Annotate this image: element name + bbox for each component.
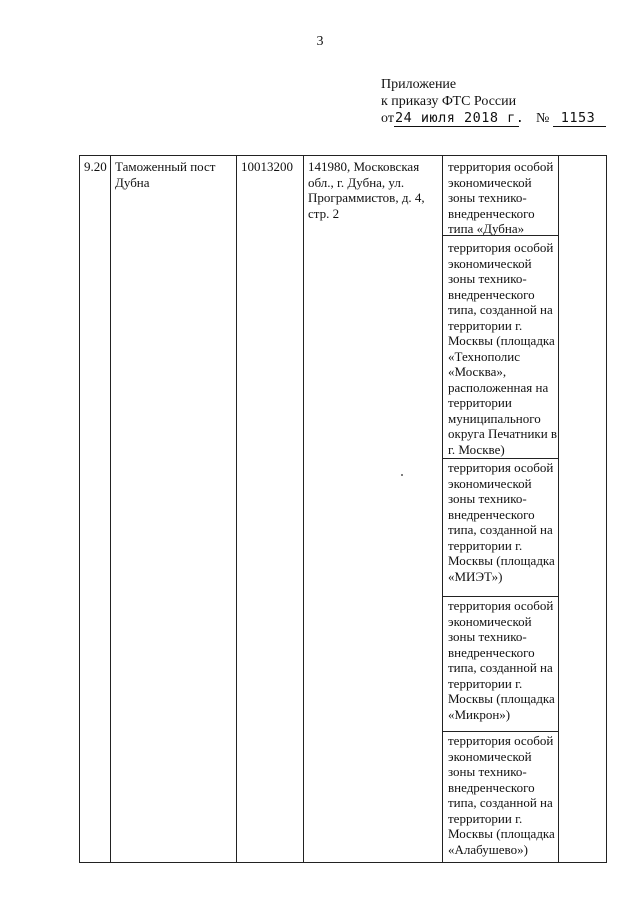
table-right-border [606, 155, 607, 863]
customs-post-code: 10013200 [241, 159, 293, 174]
col-divider [110, 155, 111, 863]
date-prefix: от [381, 111, 394, 126]
table-bottom-border [79, 862, 607, 863]
territory-divider [442, 235, 558, 236]
customs-posts-table [79, 155, 607, 863]
customs-post-name: Таможенный пост Дубна [115, 159, 216, 190]
territory-divider [442, 731, 558, 732]
territory-item: территория особой экономической зоны технико-внедренческого типа, созданной на территории г. Москвы (площадка «МИЭТ») [448, 460, 555, 584]
appendix-order-line: к приказу ФТС России [381, 94, 517, 109]
order-date: 24 июля 2018 г. [394, 110, 525, 126]
territory-divider [442, 596, 558, 597]
page-number: 3 [316, 34, 324, 49]
col-divider [442, 155, 443, 863]
appendix-title: Приложение [381, 77, 457, 92]
order-number: 1153 [553, 111, 606, 127]
territory-item: территория особой экономической зоны технико-внедренческого типа, созданной на территории г. Москвы (площадка «Технополис «Москва», расположенная на территории муниципального округа Печатники в г. Москве) [448, 240, 558, 457]
table-left-border [79, 155, 80, 863]
entry-index: 9.20 [84, 159, 107, 174]
territory-item: территория особой экономической зоны технико-внедренческого типа, созданной на территории г. Москвы (площадка «Алабушево») [448, 733, 555, 857]
col-divider [236, 155, 237, 863]
territory-divider [442, 458, 558, 459]
customs-post-address: 141980, Московская обл., г. Дубна, ул. Программистов, д. 4, стр. 2 [308, 159, 425, 221]
col-divider [303, 155, 304, 863]
appendix-date-line [381, 110, 606, 127]
territory-item: территория особой экономической зоны технико-внедренческого типа «Дубна» [448, 159, 554, 236]
appendix-header [381, 76, 606, 127]
scan-speck [401, 474, 403, 476]
number-prefix: № [535, 111, 550, 126]
territory-item: территория особой экономической зоны технико-внедренческого типа, созданной на территории г. Москвы (площадка «Микрон») [448, 598, 555, 722]
table-top-border [79, 155, 607, 156]
